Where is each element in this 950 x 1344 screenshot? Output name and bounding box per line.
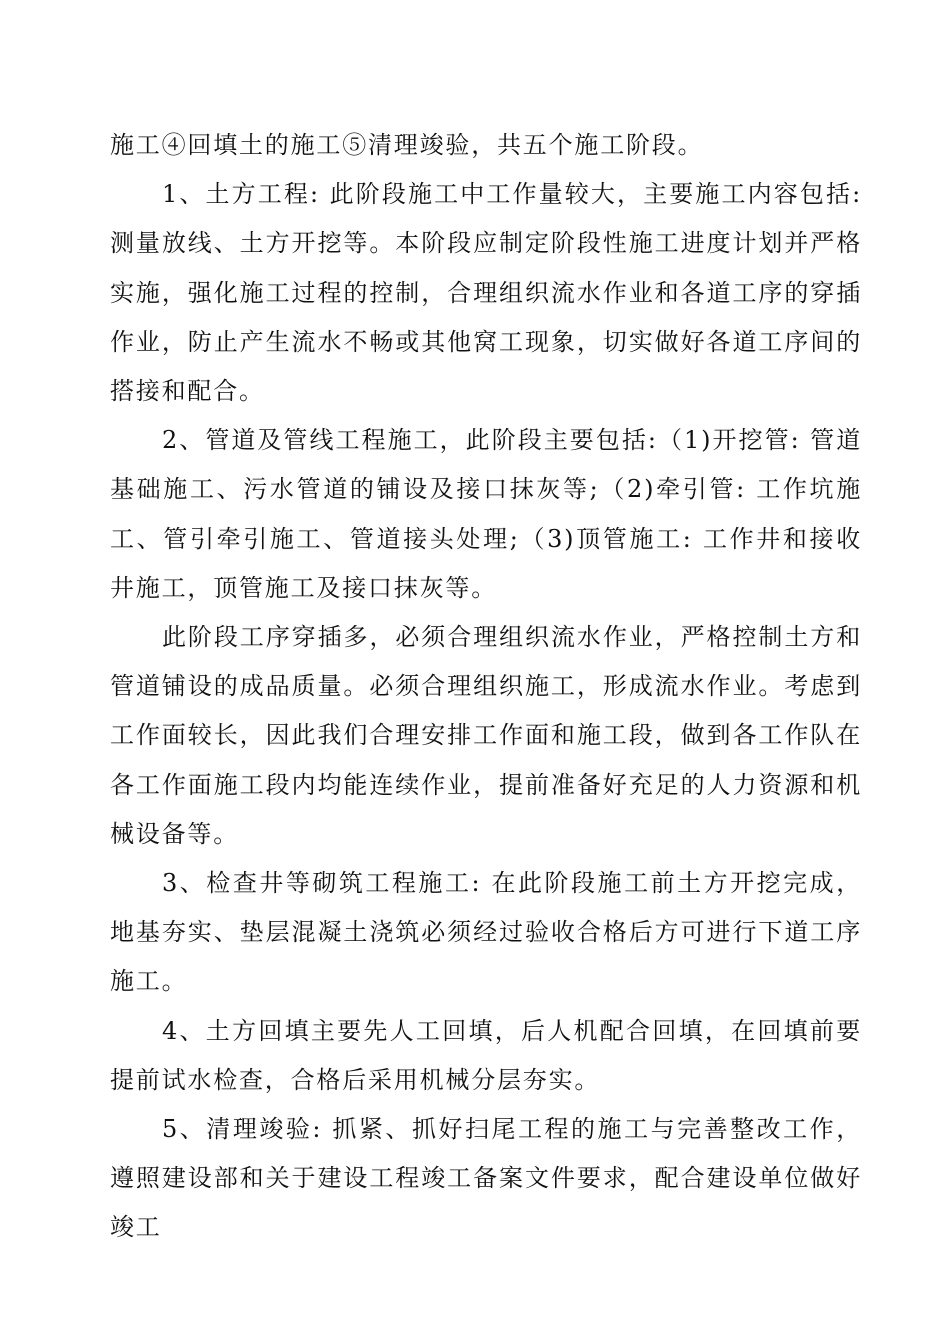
- paragraph-flow-operation: 此阶段工序穿插多，必须合理组织流水作业，严格控制土方和管道铺设的成品质量。必须合理组织施工，形成流水作业。考虑到工作面较长，因此我们合理安排工作面和施工段，做到各工作队在各工作面施工段内均能连续作业，提前准备好充足的人力资源和机械设备等。: [110, 623, 862, 848]
- paragraph-pipeline: 2、管道及管线工程施工，此阶段主要包括:（1)开挖管: 管道基础施工、污水管道的铺设及接口抹灰等;（2)牵引管: 工作坑施工、管引牵引施工、管道接头处理;（3)顶管施工: 工作井和接收井施工，顶管施工及接口抹灰等。: [110, 426, 862, 602]
- paragraph-stage-intro: 施工④回填土的施工⑤清理竣验，共五个施工阶段。: [110, 131, 704, 159]
- body-text: [110, 121, 862, 1253]
- paragraph-cleanup-acceptance: 5、清理竣验: 抓紧、抓好扫尾工程的施工与完善整改工作，遵照建设部和关于建设工程竣工备案文件要求，配合建设单位做好竣工: [110, 1115, 862, 1242]
- paragraph-earthwork: 1、土方工程: 此阶段施工中工作量较大，主要施工内容包括: 测量放线、土方开挖等。本阶段应制定阶段性施工进度计划并严格实施，强化施工过程的控制，合理组织流水作业和各道工序的穿插作业，防止产生流水不畅或其他窝工现象，切实做好各道工序间的搭接和配合。: [110, 180, 862, 406]
- paragraph-inspection-well: 3、检查井等砌筑工程施工: 在此阶段施工前土方开挖完成，地基夯实、垫层混凝土浇筑必须经过验收合格后方可进行下道工序施工。: [110, 869, 862, 996]
- paragraph-backfill: 4、土方回填主要先人工回填，后人机配合回填，在回填前要提前试水检查，合格后采用机械分层夯实。: [110, 1016, 862, 1094]
